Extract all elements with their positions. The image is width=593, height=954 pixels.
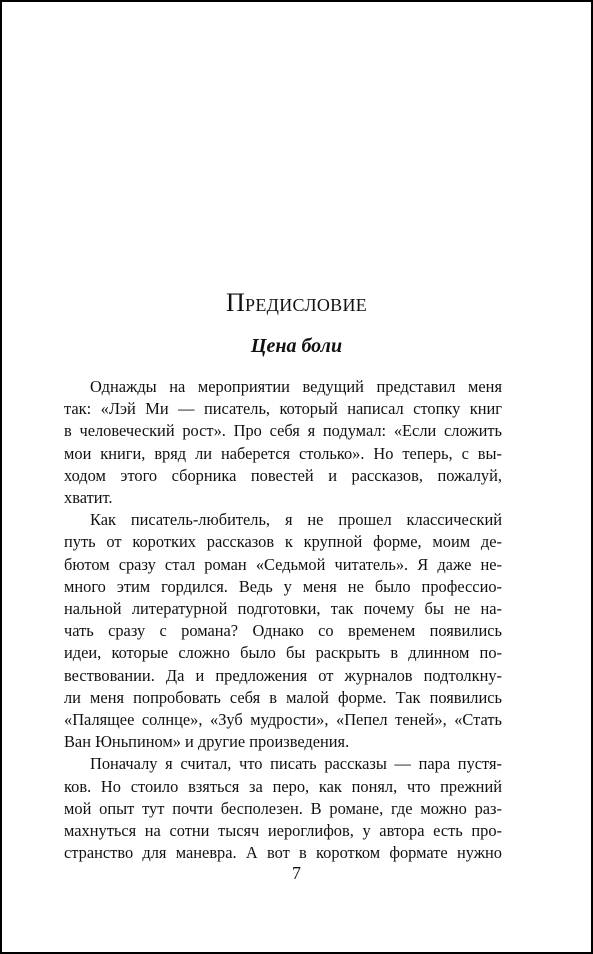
text-line: чать сразу с романа? Однако со временем появились xyxy=(64,621,502,641)
chapter-title: Предисловие xyxy=(225,288,368,317)
text-line: идеи, которые сложно было бы раскрыть в длинном по- xyxy=(64,643,502,663)
text-line: так: «Лэй Ми — писатель, который написал стопку книг xyxy=(64,399,502,419)
text-line: мой опыт тут почти бесполезен. В романе, где можно раз- xyxy=(64,798,502,818)
chapter-subtitle: Цена боли xyxy=(250,335,343,357)
text-line: много этим гордился. Ведь у меня не было профессио- xyxy=(64,576,502,596)
text-line: ли меня попробовать себя в малой форме. Так появились xyxy=(64,687,502,707)
text-line: ходом этого сборника повестей и рассказов, пожалуй, xyxy=(64,465,502,485)
paragraph xyxy=(64,509,502,753)
text-line: вествовании. Да и предложения от журналов подтолкну- xyxy=(64,665,502,685)
text-line: нальной литературной подготовки, так почему бы не на- xyxy=(64,599,502,619)
text-line: Как писатель-любитель, я не прошел классический xyxy=(90,510,502,530)
text-line: хватит. xyxy=(64,488,113,508)
page-number: 7 xyxy=(292,863,301,883)
paragraph xyxy=(64,376,502,509)
text-line: странство для маневра. А вот в коротком формате нужно xyxy=(64,843,502,863)
body-text xyxy=(64,376,502,864)
text-line: бютом сразу стал роман «Седьмой читатель». Я даже не- xyxy=(64,554,502,574)
text-line: мои книги, вряд ли наберется столько». Но теперь, с вы- xyxy=(64,443,502,463)
text-line: Однажды на мероприятии ведущий представил меня xyxy=(90,377,502,396)
paragraph xyxy=(64,753,502,864)
text-line: Поначалу я считал, что писать рассказы — пара пустя- xyxy=(90,754,502,774)
text-line: Ван Юньпином» и другие произведения. xyxy=(64,732,350,752)
text-line: путь от коротких рассказов к крупной форме, моим де- xyxy=(64,532,502,552)
text-line: махнуться на сотни тысяч иероглифов, у автора есть про- xyxy=(64,821,502,841)
text-line: ков. Но стоило взяться за перо, как понял, что прежний xyxy=(64,776,502,796)
text-line: в человеческий рост». Про себя я подумал: «Если сложить xyxy=(64,421,502,441)
text-line: «Палящее солнце», «Зуб мудрости», «Пепел теней», «Стать xyxy=(64,710,502,730)
